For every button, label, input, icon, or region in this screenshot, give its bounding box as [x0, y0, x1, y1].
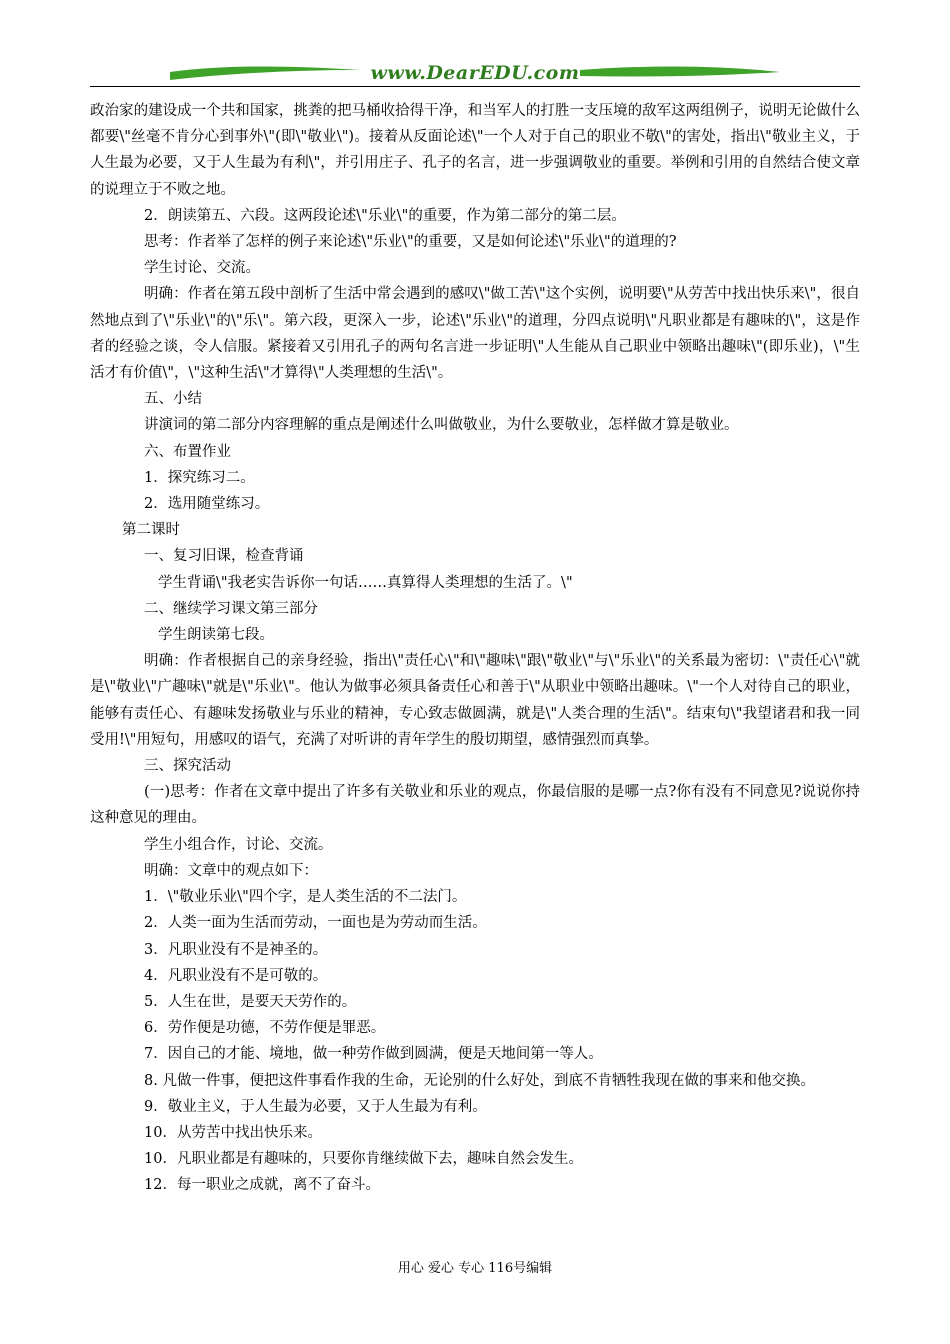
document-body [90, 98, 860, 1199]
page-header [90, 58, 860, 88]
header-divider [90, 86, 860, 87]
paragraph: 明确：作者根据自己的亲身经验，指出\"责任心\"和\"趣味\"跟\"敬业\"与\"乐业\"的关系最为密切：\"责任心\"就是\"敬业\"广趣味\"就是\"乐业\"。他认为做事必须具备责任心和善于\"从职业中领略出趣味。\"一个人对待自己的职业，能够有责任心、有趣味发扬敬业与乐业的精神，专心致志做圆满，就是\"人类合理的生活\"。结束句\"我望诸君和我一同受用!\"用短句，用感叹的语气，充满了对听讲的青年学生的殷切期望，感情强烈而真挚。 [90, 653, 860, 748]
paragraph: 2．选用随堂练习。 [144, 496, 270, 513]
paragraph: 六、布置作业 [144, 443, 231, 460]
paragraph: 4．凡职业没有不是可敬的。 [144, 967, 328, 984]
paragraph: 6．劳作便是功德，不劳作便是罪恶。 [144, 1020, 386, 1037]
paragraph: 7．因自己的才能、境地，做一种劳作做到圆满，便是天地间第一等人。 [144, 1046, 603, 1063]
paragraph: 9．敬业主义，于人生最为必要，又于人生最为有利。 [144, 1098, 487, 1115]
paragraph: 政治家的建设成一个共和国家，挑粪的把马桶收拾得干净，和当军人的打胜一支压境的敌军这两组例子，说明无论做什么都要\"丝毫不肯分心到事外\"(即\"敬业\")。接着从反面论述\"一个人对于自己的职业不敬\"的害处，指出\"敬业主义，于人生最为必要，又于人生最为有利\"，并引用庄子、孔子的名言，进一步强调敬业的重要。举例和引用的自然结合使文章的说理立于不败之地。 [90, 103, 860, 198]
paragraph: 10．从劳苦中找出快乐来。 [144, 1124, 322, 1141]
paragraph: 第二课时 [122, 522, 180, 539]
paragraph: (一)思考：作者在文章中提出了许多有关敬业和乐业的观点，你最信服的是哪一点?你有没有不同意见?说说你持这种意见的理由。 [90, 784, 860, 827]
paragraph: 5．人生在世，是要天天劳作的。 [144, 993, 357, 1010]
paragraph: 1．探究练习二。 [144, 469, 255, 486]
paragraph: 思考：作者举了怎样的例子来论述\"乐业\"的重要，又是如何论述\"乐业\"的道理的? [144, 234, 677, 251]
paragraph: 3．凡职业没有不是神圣的。 [144, 941, 328, 958]
paragraph: 讲演词的第二部分内容理解的重点是阐述什么叫做敬业，为什么要敬业，怎样做才算是敬业。 [144, 417, 739, 434]
paragraph: 三、探究活动 [144, 758, 231, 775]
paragraph: 学生背诵\"我老实告诉你一句话……真算得人类理想的生活了。\" [158, 574, 573, 591]
paragraph: 一、复习旧课，检查背诵 [144, 548, 304, 565]
paragraph: 10．凡职业都是有趣味的，只要你肯继续做下去，趣味自然会发生。 [144, 1151, 583, 1168]
paragraph: 学生小组合作，讨论、交流。 [144, 836, 333, 853]
paragraph: 明确：文章中的观点如下： [144, 862, 318, 879]
site-logo: www.DearEDU.com [370, 62, 580, 84]
paragraph: 8. 凡做一件事，便把这件事看作我的生命，无论别的什么好处，到底不肯牺牲我现在做的事来和他交换。 [144, 1072, 815, 1089]
paragraph: 2．朗读第五、六段。这两段论述\"乐业\"的重要，作为第二部分的第二层。 [144, 207, 626, 224]
paragraph: 二、继续学习课文第三部分 [144, 600, 318, 617]
paragraph: 明确：作者在第五段中剖析了生活中常会遇到的感叹\"做工苦\"这个实例，说明要\"从劳苦中找出快乐来\"，很自然地点到了\"乐业\"的\"乐\"。第六段，更深入一步，论述\"乐业\"的道理，分四点说明\"凡职业都是有趣味的\"，这是作者的经验之谈，令人信服。紧接着又引用孔子的两句名言进一步证明\"人生能从自己职业中领略出趣味\"(即乐业)，\"生活才有价值\"，\"这种生活\"才算得\"人类理想的生活\"。 [90, 286, 860, 382]
paragraph: 1．\"敬业乐业\"四个字，是人类生活的不二法门。 [144, 889, 467, 906]
page-footer: 用心 爱心 专心 116号编辑 [397, 1261, 553, 1276]
paragraph: 2．人类一面为生活而劳动，一面也是为劳动而生活。 [144, 915, 487, 932]
paragraph: 学生朗读第七段。 [158, 627, 274, 644]
paragraph: 12．每一职业之成就，离不了奋斗。 [144, 1177, 380, 1194]
paragraph: 学生讨论、交流。 [144, 260, 260, 277]
paragraph: 五、小结 [144, 391, 202, 408]
